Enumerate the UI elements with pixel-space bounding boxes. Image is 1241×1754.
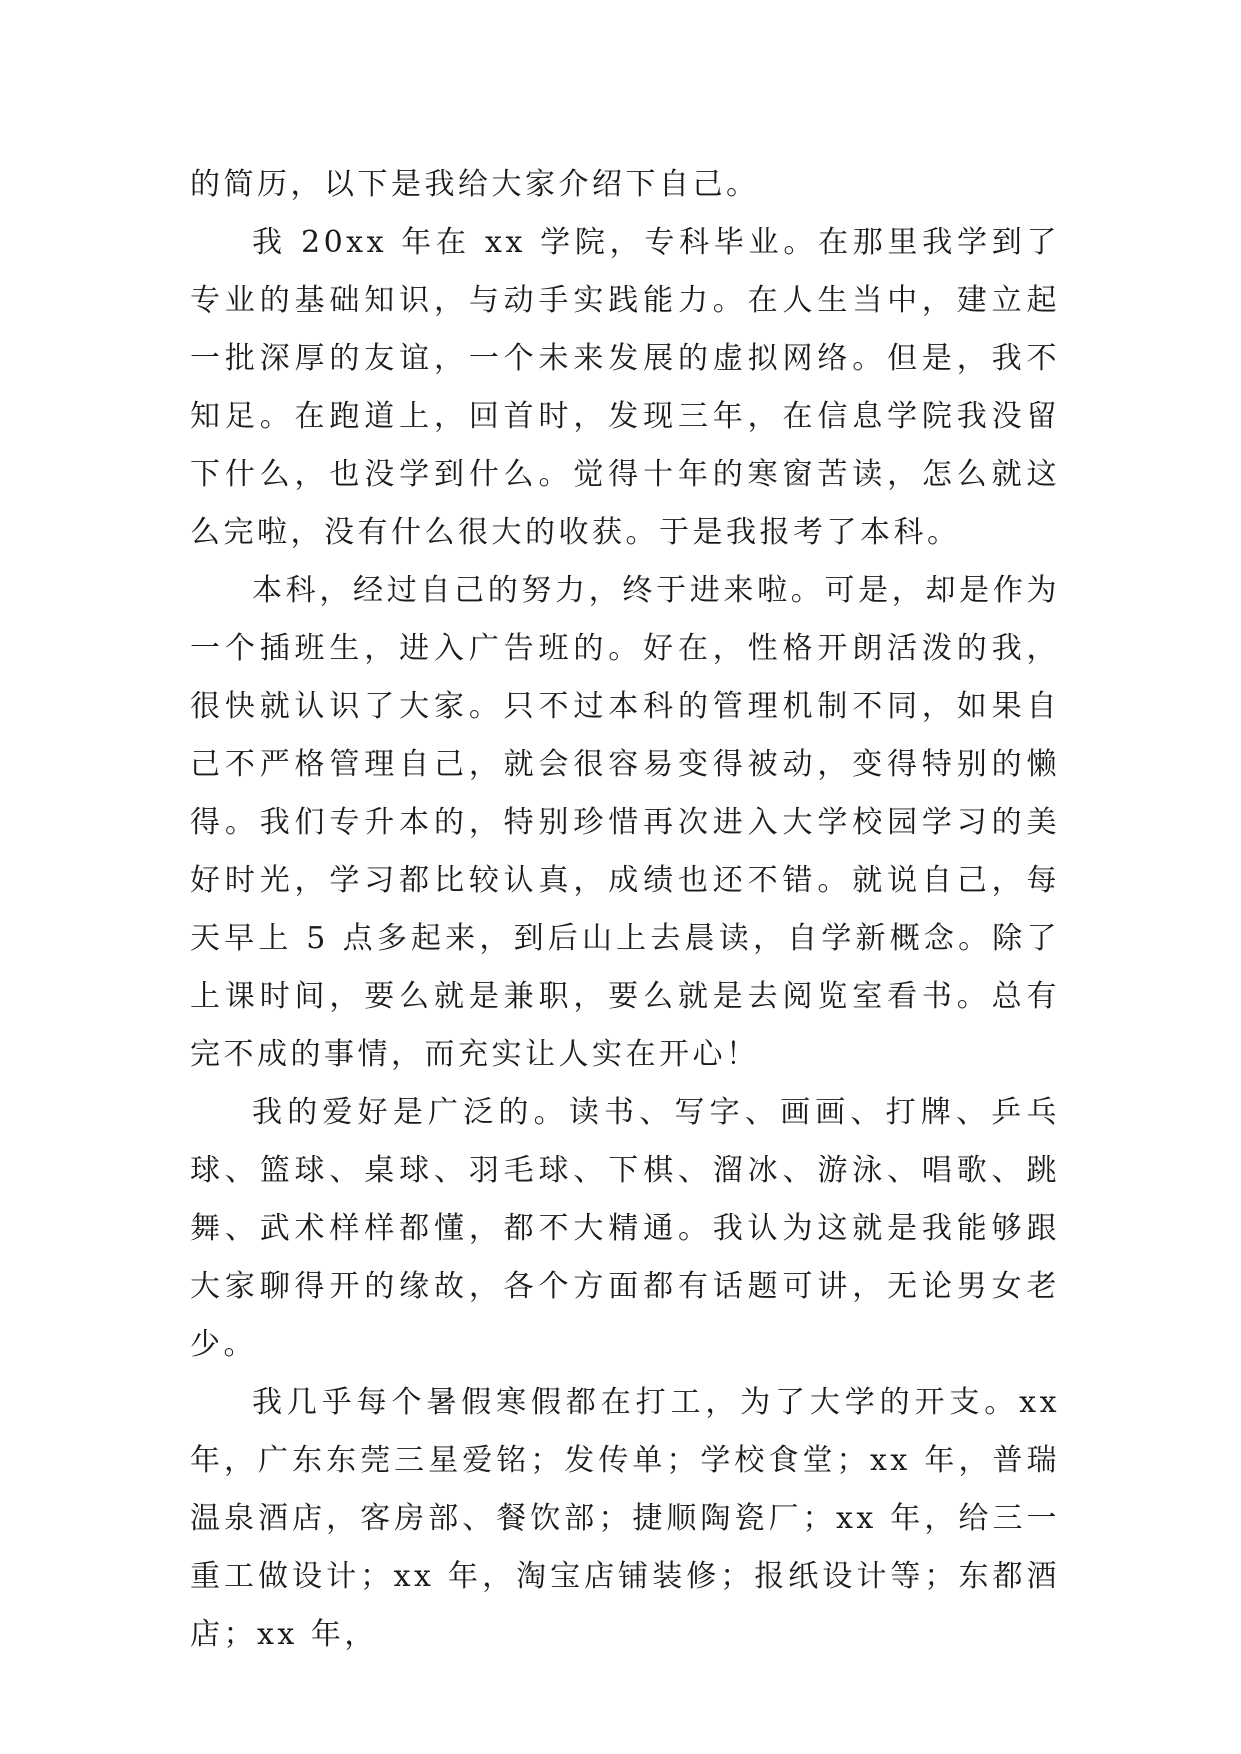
paragraph-5: 我几乎每个暑假寒假都在打工，为了大学的开支。xx 年，广东东莞三星爱铭；发传单；学校食堂；xx 年，普瑞温泉酒店，客房部、餐饮部；捷顺陶瓷厂；xx 年，给三一重工做设计；xx 年，淘宝店铺装修；报纸设计等；东都酒店；xx 年， <box>190 1385 1060 1652</box>
paragraph-1: 的简历，以下是我给大家介绍下自己。 <box>190 167 760 202</box>
paragraph-2: 我 20xx 年在 xx 学院，专科毕业。在那里我学到了专业的基础知识，与动手实践能力。在人生当中，建立起一批深厚的友谊，一个未来发展的虚拟网络。但是，我不知足。在跑道上，回首时，发现三年，在信息学院我没留下什么，也没学到什么。觉得十年的寒窗苦读，怎么就这么完啦，没有什么很大的收获。于是我报考了本科。 <box>190 225 1060 550</box>
paragraph-3: 本科，经过自己的努力，终于进来啦。可是，却是作为一个插班生，进入广告班的。好在，性格开朗活泼的我，很快就认识了大家。只不过本科的管理机制不同，如果自己不严格管理自己，就会很容易变得被动，变得特别的懒得。我们专升本的，特别珍惜再次进入大学校园学习的美好时光，学习都比较认真，成绩也还不错。就说自己，每天早上 5 点多起来，到后山上去晨读，自学新概念。除了上课时间，要么就是兼职，要么就是去阅览室看书。总有完不成的事情，而充实让人实在开心！ <box>190 573 1060 1072</box>
paragraph-4: 我的爱好是广泛的。读书、写字、画画、打牌、乒乓球、篮球、桌球、羽毛球、下棋、溜冰、游泳、唱歌、跳舞、武术样样都懂，都不大精通。我认为这就是我能够跟大家聊得开的缘故，各个方面都有话题可讲，无论男女老少。 <box>190 1095 1060 1362</box>
document-body <box>190 156 1060 1664</box>
